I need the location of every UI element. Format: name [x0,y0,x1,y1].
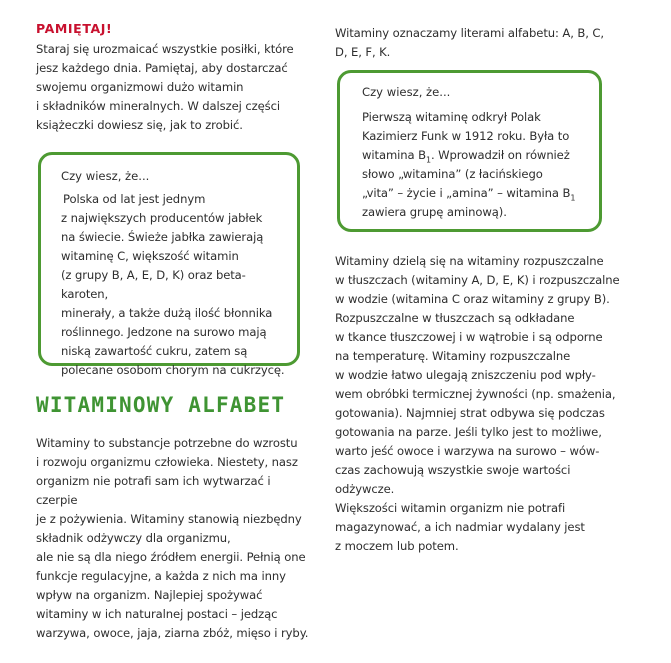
text-line: Witaminy dzielą się na witaminy rozpuszczalne [335,254,604,268]
text-line: warto jeść owoce i warzywa na surowo – wów- [335,444,600,458]
text-line: polecane osobom chorym na cukrzycę. [61,363,285,377]
text-line: z największych producentów jabłek [61,211,263,225]
solubility-paragraph [335,252,640,556]
text-line: Pierwszą witaminę odkrył Polak [362,110,541,124]
text-fragment: „vita” – życie i „amina” – witamina B [362,186,571,200]
text-line: i rozwoju organizmu człowieka. Niestety, nasz [36,455,298,469]
text-line: Witaminy oznaczamy literami alfabetu: A, B, C, [335,26,605,40]
text-line: książeczki dowiesz się, jak to zrobić. [36,118,243,132]
text-line: magazynować, a ich nadmiar wydalany jest [335,520,585,534]
text-fragment: witamina B [362,148,426,162]
text-line: organizm nie potrafi sam ich wytwarzać i czerpie [36,474,271,507]
text-fragment: . Wprowadził on również [430,148,570,162]
text-line: w tłuszczach (witaminy A, D, E, K) i rozpuszczalne [335,273,620,287]
text-line [362,184,591,203]
text-line: D, E, F, K. [335,45,391,59]
text-line [362,146,591,165]
text-line: Rozpuszczalne w tłuszczach są odkładane [335,311,575,325]
text-line: w wodzie (witamina C oraz witaminy z grupy B). [335,292,610,306]
text-line: (z grupy B, A, E, D, K) oraz beta-karoten, [61,268,246,301]
text-line: funkcje regulacyjne, a każda z nich ma inny [36,569,286,583]
text-line: słowo „witamina” (z łacińskiego [362,167,543,181]
text-line: warzywa, owoce, jaja, ziarna zbóż, mięso i ryby. [36,626,309,640]
fact-box-label: Czy wiesz, że... [61,169,150,183]
text-line: Polska od lat jest jednym [63,192,206,206]
text-line: Większości witamin organizm nie potrafi [335,501,566,515]
fact-box-text [362,108,591,222]
text-line: Witaminy to substancje potrzebne do wzrostu [36,436,298,450]
remember-heading: PAMIĘTAJ! [36,21,113,36]
vitamins-paragraph [36,434,311,643]
text-line: ale nie są dla niego źródłem energii. Pełnią one [36,550,306,564]
text-line: niską zawartość cukru, zatem są [61,344,248,358]
subscript: 1 [425,155,431,165]
text-line: z moczem lub potem. [335,539,459,553]
text-line: na temperaturę. Witaminy rozpuszczalne [335,349,571,363]
text-line: wpływ na organizm. Najlepiej spożywać [36,588,263,602]
text-line: je z pożywienia. Witaminy stanowią niezbędny [36,512,302,526]
fact-box-text [61,190,287,380]
text-line: minerały, a także dużą ilość błonnika [61,306,273,320]
text-line: roślinnego. Jedzone na surowo mają [61,325,267,339]
text-line: Staraj się urozmaicać wszystkie posiłki, które [36,42,294,56]
text-line: zawiera grupę aminową). [362,205,507,219]
text-line: składnik odżywczy dla organizmu, [36,531,231,545]
text-line: swojemu organizmowi dużo witamin [36,80,244,94]
subscript: 1 [570,193,576,203]
text-line: jesz każdego dnia. Pamiętaj, aby dostarczać [36,61,288,75]
text-line: w tkance tłuszczowej i w wątrobie i są odporne [335,330,603,344]
remember-paragraph [36,40,311,135]
text-line: wem obróbki termicznej żywności (np. smażenia, [335,387,616,401]
text-line: odżywcze. [335,482,395,496]
text-line: Kazimierz Funk w 1912 roku. Była to [362,129,570,143]
text-line: czas zachowują wszystkie swoje wartości [335,463,571,477]
text-line: gotowania). Najmniej strat odbywa się podczas [335,406,605,420]
text-line: witaminę C, większość witamin [61,249,239,263]
section-heading: WITAMINOWY ALFABET [36,393,286,417]
text-line: i składników mineralnych. W dalszej części [36,99,280,113]
fact-box-funk [337,70,602,232]
text-line: witaminy w ich naturalnej postaci – jedząc [36,607,278,621]
text-line: gotowania na parze. Jeśli tylko jest to możliwe, [335,425,602,439]
text-line: w wodzie łatwo ulegają zniszczeniu pod wpły- [335,368,596,382]
fact-box-label: Czy wiesz, że... [362,85,451,99]
fact-box-apples [38,152,300,377]
alphabet-paragraph [335,24,635,62]
text-line: na świecie. Świeże jabłka zawierają [61,230,264,244]
